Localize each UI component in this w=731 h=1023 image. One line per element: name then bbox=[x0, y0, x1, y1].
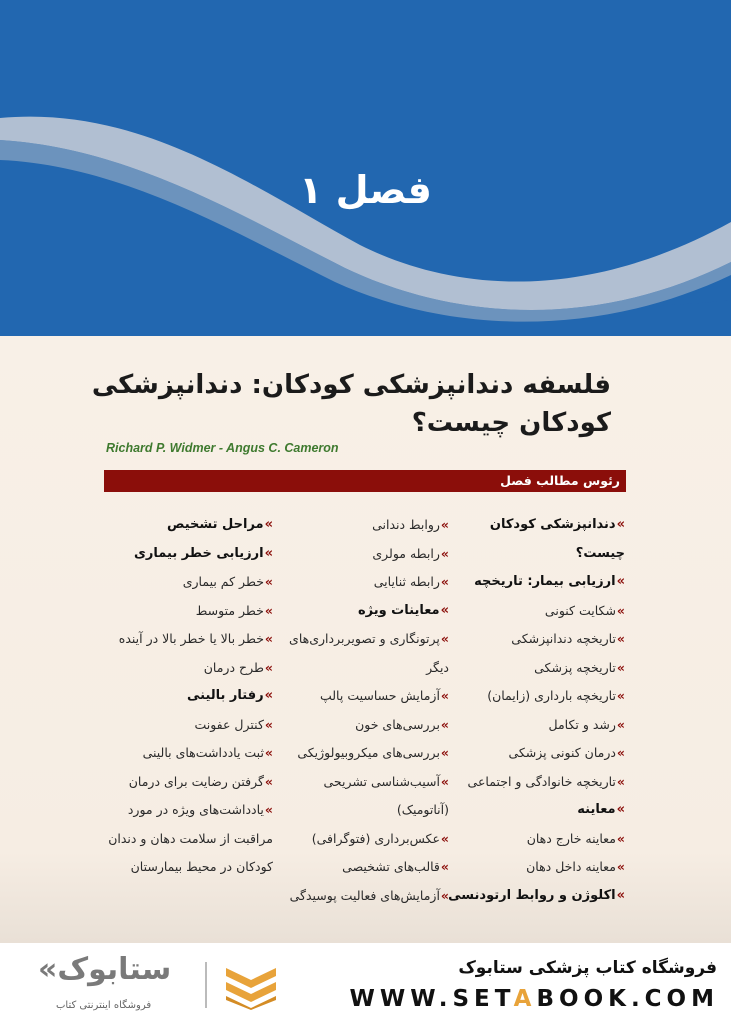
bullet-marker-icon: » bbox=[616, 887, 625, 903]
bullet-marker-icon: » bbox=[264, 659, 273, 675]
outline-item bbox=[103, 853, 273, 882]
bullet-marker-icon: » bbox=[616, 602, 625, 618]
chapter-authors: Richard P. Widmer - Angus C. Cameron bbox=[106, 441, 339, 455]
outline-item-text: کنترل عفونت bbox=[194, 716, 264, 732]
bullet-marker-icon: » bbox=[616, 802, 625, 817]
outline-item bbox=[475, 625, 625, 654]
outline-item-text: معاینات ویژه bbox=[357, 602, 440, 618]
outline-item-text: درمان کنونی پزشکی bbox=[508, 745, 616, 760]
outline-item-text: طرح درمان bbox=[203, 659, 264, 675]
bullet-marker-icon: » bbox=[616, 517, 625, 532]
outline-item-text: آزمایش حساسیت پالپ bbox=[319, 688, 440, 703]
outline-item-text: ثبت یادداشت‌های بالینی bbox=[142, 745, 264, 760]
outline-item bbox=[475, 796, 625, 825]
bullet-marker-icon: » bbox=[440, 887, 449, 903]
outline-item-text: یادداشت‌های ویژه در مورد bbox=[127, 802, 264, 817]
bullet-marker-icon: » bbox=[616, 688, 625, 703]
outline-item-text: بررسی‌های میکروبیولوژیکی bbox=[297, 745, 440, 760]
outline-item-text: آزمایش‌های فعالیت پوسیدگی bbox=[289, 887, 440, 903]
store-logo-subtitle: فروشگاه اینترنتی کتاب bbox=[56, 1000, 152, 1011]
bullet-marker-icon: » bbox=[440, 688, 449, 703]
outline-item-text: معاینه خارج دهان bbox=[526, 830, 616, 846]
bullet-marker-icon: » bbox=[616, 659, 625, 675]
outline-item bbox=[103, 540, 273, 569]
outline-item-text: خطر کم بیماری bbox=[182, 574, 264, 589]
outline-item-text: (آناتومیک) bbox=[396, 802, 449, 817]
outline-item-text: کودکان در محیط بیمارستان bbox=[130, 859, 273, 874]
outline-item-text: گرفتن رضایت برای درمان bbox=[128, 773, 264, 789]
bullet-marker-icon: » bbox=[264, 574, 273, 589]
outline-item-text: تاریخچه بارداری (زایمان) bbox=[487, 688, 616, 703]
bullet-marker-icon: » bbox=[264, 517, 273, 532]
bullet-marker-icon: » bbox=[440, 602, 449, 618]
outline-item-text: تاریخچه پزشکی bbox=[534, 659, 616, 675]
outline-heading: رئوس مطالب فصل bbox=[500, 473, 620, 488]
outline-item-text: معاینه bbox=[577, 802, 616, 817]
outline-item bbox=[103, 682, 273, 711]
bullet-marker-icon: » bbox=[616, 773, 625, 789]
outline-item bbox=[475, 540, 625, 569]
outline-item-text: رابطه مولری bbox=[372, 545, 440, 561]
bullet-marker-icon: » bbox=[440, 517, 449, 532]
outline-item-text: معاینه داخل دهان bbox=[526, 859, 616, 874]
outline-item bbox=[475, 825, 625, 854]
bullet-marker-icon: » bbox=[616, 859, 625, 874]
outline-heading-bar bbox=[104, 470, 626, 492]
outline-item bbox=[274, 682, 449, 711]
outline-item bbox=[103, 825, 273, 854]
outline-item bbox=[274, 796, 449, 825]
bullet-marker-icon: » bbox=[440, 574, 449, 589]
outline-item bbox=[274, 597, 449, 626]
outline-item bbox=[475, 711, 625, 740]
outline-item bbox=[103, 568, 273, 597]
bullet-marker-icon: » bbox=[264, 602, 273, 618]
outline-column-middle bbox=[274, 511, 449, 910]
outline-item bbox=[103, 796, 273, 825]
outline-item bbox=[274, 768, 449, 797]
outline-item bbox=[274, 739, 449, 768]
outline-item-text: خطر متوسط bbox=[195, 602, 264, 618]
bullet-marker-icon: » bbox=[616, 574, 625, 589]
outline-item-text: شکایت کنونی bbox=[544, 602, 616, 618]
outline-item-text: عکس‌برداری (فتوگرافی) bbox=[311, 830, 440, 846]
chapter-header-banner bbox=[0, 0, 731, 336]
outline-item-text: مراقبت از سلامت دهان و دندان bbox=[108, 830, 273, 846]
outline-item bbox=[103, 711, 273, 740]
bullet-marker-icon: » bbox=[264, 545, 273, 561]
bullet-marker-icon: » bbox=[264, 802, 273, 817]
outline-item bbox=[274, 882, 449, 911]
outline-item bbox=[475, 597, 625, 626]
outline-column-right bbox=[448, 511, 625, 910]
outline-item-text: ارزیابی خطر بیماری bbox=[134, 545, 264, 561]
book-logo-icon bbox=[222, 962, 280, 1010]
bullet-marker-icon: » bbox=[616, 830, 625, 846]
outline-item-text: آسیب‌شناسی تشریحی bbox=[323, 773, 440, 789]
outline-item bbox=[103, 739, 273, 768]
outline-item-text: تاریخچه خانوادگی و اجتماعی bbox=[467, 773, 616, 789]
outline-item bbox=[475, 568, 625, 597]
outline-item bbox=[103, 511, 273, 540]
bullet-marker-icon: » bbox=[264, 716, 273, 732]
outline-item bbox=[274, 625, 449, 654]
outline-item bbox=[475, 654, 625, 683]
bullet-marker-icon: » bbox=[440, 631, 449, 646]
outline-item bbox=[475, 739, 625, 768]
outline-column-left bbox=[103, 511, 273, 882]
outline-item bbox=[274, 853, 449, 882]
bullet-marker-icon: » bbox=[440, 745, 449, 760]
outline-item-text: رفتار بالینی bbox=[186, 688, 264, 703]
outline-item bbox=[448, 882, 625, 911]
outline-item-text: بررسی‌های خون bbox=[355, 716, 440, 732]
outline-item bbox=[475, 682, 625, 711]
outline-item-text: رشد و تکامل bbox=[548, 716, 616, 732]
outline-item-text: خطر بالا یا خطر بالا در آینده bbox=[118, 631, 264, 646]
logo-divider bbox=[205, 962, 207, 1008]
chapter-label: فصل ۱ bbox=[299, 168, 432, 212]
bullet-marker-icon: » bbox=[616, 745, 625, 760]
outline-item bbox=[103, 768, 273, 797]
outline-item bbox=[274, 568, 449, 597]
store-logo-text: «ستابوک bbox=[38, 952, 172, 987]
outline-item bbox=[103, 654, 273, 683]
bullet-marker-icon: » bbox=[440, 716, 449, 732]
outline-item bbox=[103, 597, 273, 626]
bullet-marker-icon: » bbox=[616, 716, 625, 732]
outline-item bbox=[274, 540, 449, 569]
outline-item-text: روابط دندانی bbox=[372, 517, 440, 532]
outline-item bbox=[274, 825, 449, 854]
outline-item bbox=[274, 511, 449, 540]
url-accent: A bbox=[513, 986, 537, 1012]
bullet-marker-icon: » bbox=[440, 859, 449, 874]
bullet-marker-icon: » bbox=[440, 773, 449, 789]
outline-item-text: قالب‌های تشخیصی bbox=[342, 859, 440, 874]
bullet-marker-icon: » bbox=[264, 688, 273, 703]
outline-item-text: مراحل تشخیص bbox=[166, 517, 264, 532]
bullet-marker-icon: » bbox=[440, 545, 449, 561]
outline-item bbox=[274, 711, 449, 740]
outline-item-text: چیست؟ bbox=[575, 545, 625, 561]
outline-item bbox=[475, 511, 625, 540]
outline-item bbox=[475, 853, 625, 882]
outline-item-text: اکلوژن و روابط ارتودنسی bbox=[448, 887, 616, 903]
url-suffix: BOOK.COM bbox=[536, 986, 719, 1012]
url-prefix: WWW.SET bbox=[349, 986, 514, 1012]
outline-item bbox=[467, 768, 625, 797]
outline-item-text: تاریخچه دندانپزشکی bbox=[511, 631, 616, 646]
outline-item-text: پرتونگاری و تصویربرداری‌های bbox=[289, 631, 440, 646]
outline-item-text: دندانپزشکی کودکان bbox=[489, 517, 616, 532]
store-name: فروشگاه کتاب پزشکی ستابوک bbox=[458, 958, 717, 978]
bullet-marker-icon: » bbox=[264, 631, 273, 646]
store-url[interactable] bbox=[350, 986, 719, 1012]
outline-item bbox=[103, 625, 273, 654]
bullet-marker-icon: » bbox=[616, 631, 625, 646]
outline-item bbox=[274, 654, 449, 683]
bullet-marker-icon: » bbox=[264, 745, 273, 760]
bullet-marker-icon: » bbox=[440, 830, 449, 846]
outline-item-text: رابطه ثنایایی bbox=[373, 574, 440, 589]
outline-item-text: دیگر bbox=[426, 659, 449, 675]
chapter-title: فلسفه دندانپزشکی کودکان: دندانپزشکی کودکان چیست؟ bbox=[91, 370, 611, 438]
outline-item-text: ارزیابی بیمار: تاریخچه bbox=[474, 574, 616, 589]
bullet-marker-icon: » bbox=[264, 773, 273, 789]
